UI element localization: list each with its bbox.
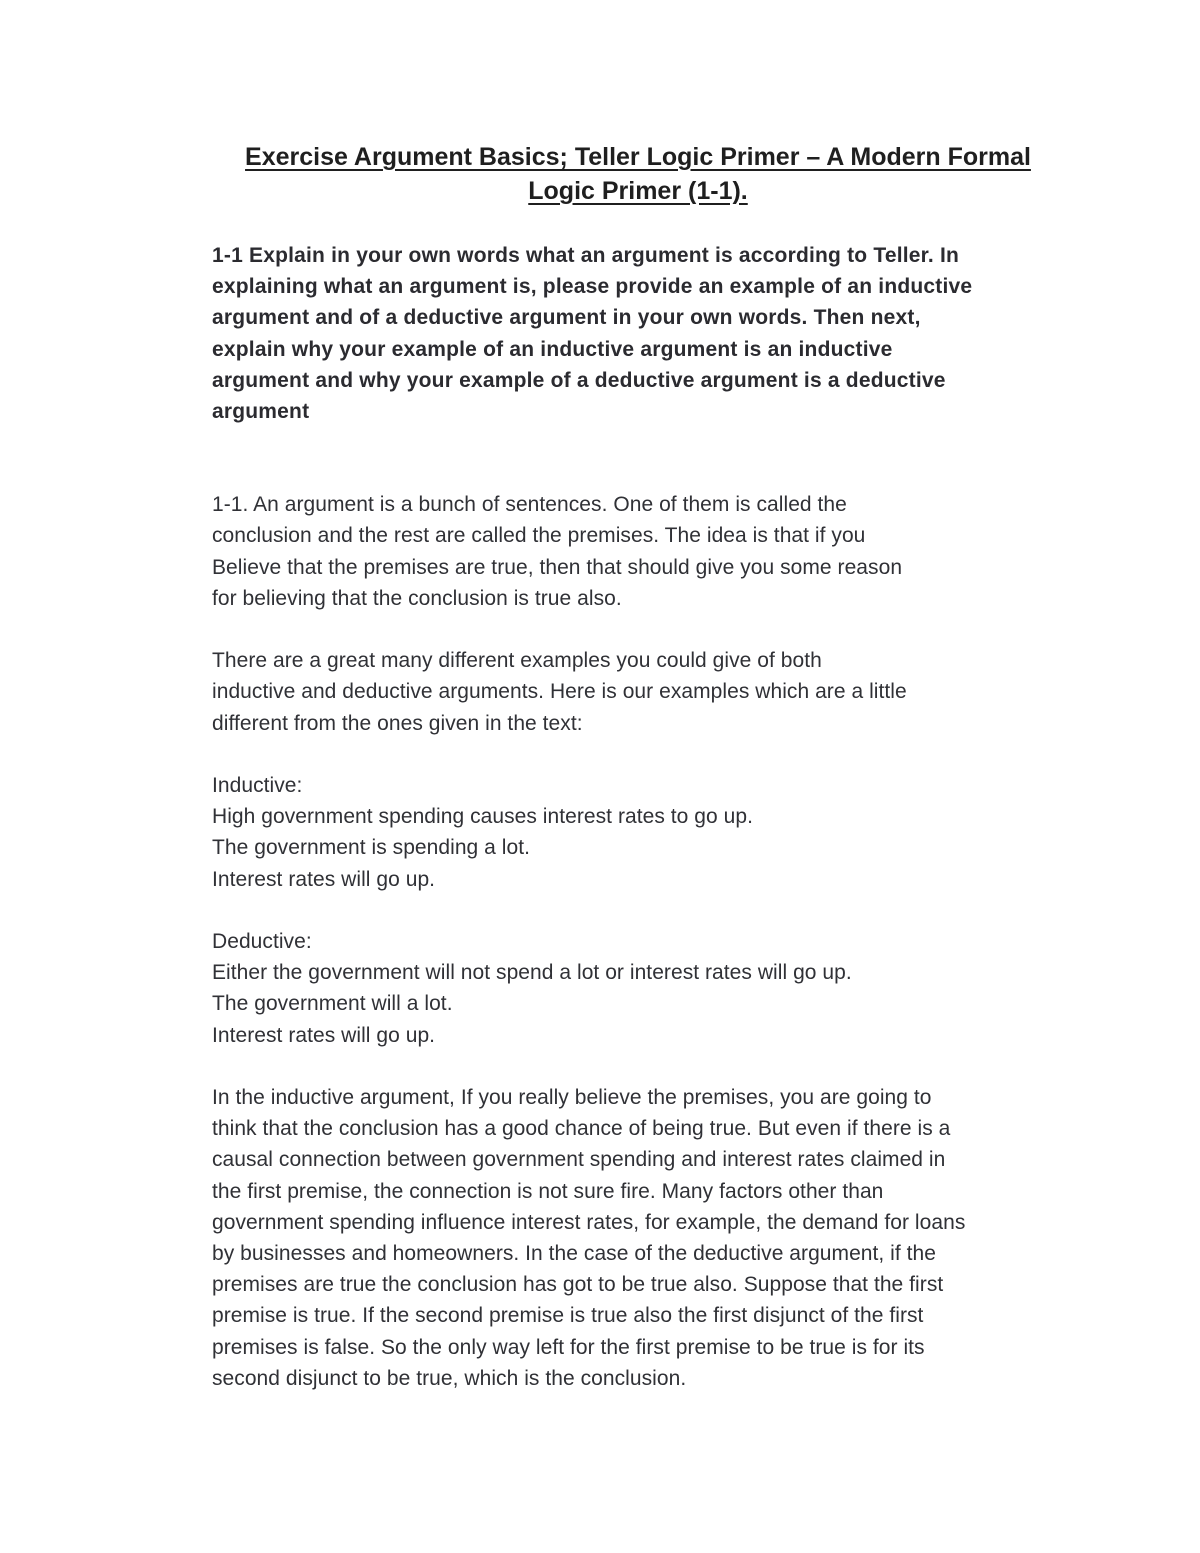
answer-line: the first premise, the connection is not sure fire. Many factors other than xyxy=(212,1179,884,1203)
answer-line: for believing that the conclusion is true also. xyxy=(212,586,622,610)
answer-line: Either the government will not spend a lot or interest rates will go up. xyxy=(212,961,852,985)
answer-line: inductive and deductive arguments. Here is our examples which are a little xyxy=(212,680,907,704)
answer-line: government spending influence interest rates, for example, the demand for loans xyxy=(212,1210,966,1234)
answer-definition-paragraph xyxy=(212,489,1062,614)
question-line: 1-1 Explain in your own words what an argument is according to Teller. In xyxy=(212,244,960,267)
question-line: explain why your example of an inductive argument is an inductive xyxy=(212,337,893,361)
answer-line: Believe that the premises are true, then that should give you some reason xyxy=(212,555,903,579)
answer-line: by businesses and homeowners. In the case of the deductive argument, if the xyxy=(212,1242,937,1266)
answer-line: think that the conclusion has a good chance of being true. But even if there is a xyxy=(212,1117,951,1141)
answer-line: In the inductive argument, If you really believe the premises, you are going to xyxy=(212,1086,932,1110)
answer-line: Interest rates will go up. xyxy=(212,1023,436,1047)
document-title xyxy=(212,140,1062,208)
question-line: argument and why your example of a deductive argument is a deductive xyxy=(212,368,946,392)
answer-line: Inductive: xyxy=(212,774,303,798)
explanation-paragraph xyxy=(212,1082,1062,1394)
answer-line: second disjunct to be true, which is the conclusion. xyxy=(212,1366,687,1390)
question-block xyxy=(212,240,1062,427)
answer-line: There are a great many different examples you could give of both xyxy=(212,649,822,673)
answer-line: different from the ones given in the text: xyxy=(212,711,583,735)
answer-line: Interest rates will go up. xyxy=(212,867,436,891)
title-line: Logic Primer (1-1). xyxy=(528,177,748,205)
answer-line: premise is true. If the second premise is true also the first disjunct of the first xyxy=(212,1304,924,1328)
answer-line: High government spending causes interest rates to go up. xyxy=(212,805,753,829)
question-line: argument and of a deductive argument in your own words. Then next, xyxy=(212,306,921,330)
answer-line: The government is spending a lot. xyxy=(212,836,531,860)
answer-line: 1-1. An argument is a bunch of sentences. One of them is called the xyxy=(212,493,847,517)
inductive-example-paragraph xyxy=(212,770,1062,895)
answer-line: premises is false. So the only way left for the first premise to be true is for its xyxy=(212,1335,925,1359)
question-line: explaining what an argument is, please provide an example of an inductive xyxy=(212,275,973,299)
answer-line: conclusion and the rest are called the premises. The idea is that if you xyxy=(212,524,866,548)
deductive-example-paragraph xyxy=(212,926,1062,1051)
answer-examples-intro-paragraph xyxy=(212,645,1062,739)
title-line: Exercise Argument Basics; Teller Logic Primer – A Modern Formal xyxy=(245,143,1031,171)
answer-line: Deductive: xyxy=(212,930,312,954)
document-page xyxy=(212,140,1062,1425)
answer-line: causal connection between government spending and interest rates claimed in xyxy=(212,1148,946,1172)
answer-block xyxy=(212,489,1062,1394)
answer-line: The government will a lot. xyxy=(212,992,453,1016)
question-line: argument xyxy=(212,400,310,424)
answer-line: premises are true the conclusion has got to be true also. Suppose that the first xyxy=(212,1273,944,1297)
